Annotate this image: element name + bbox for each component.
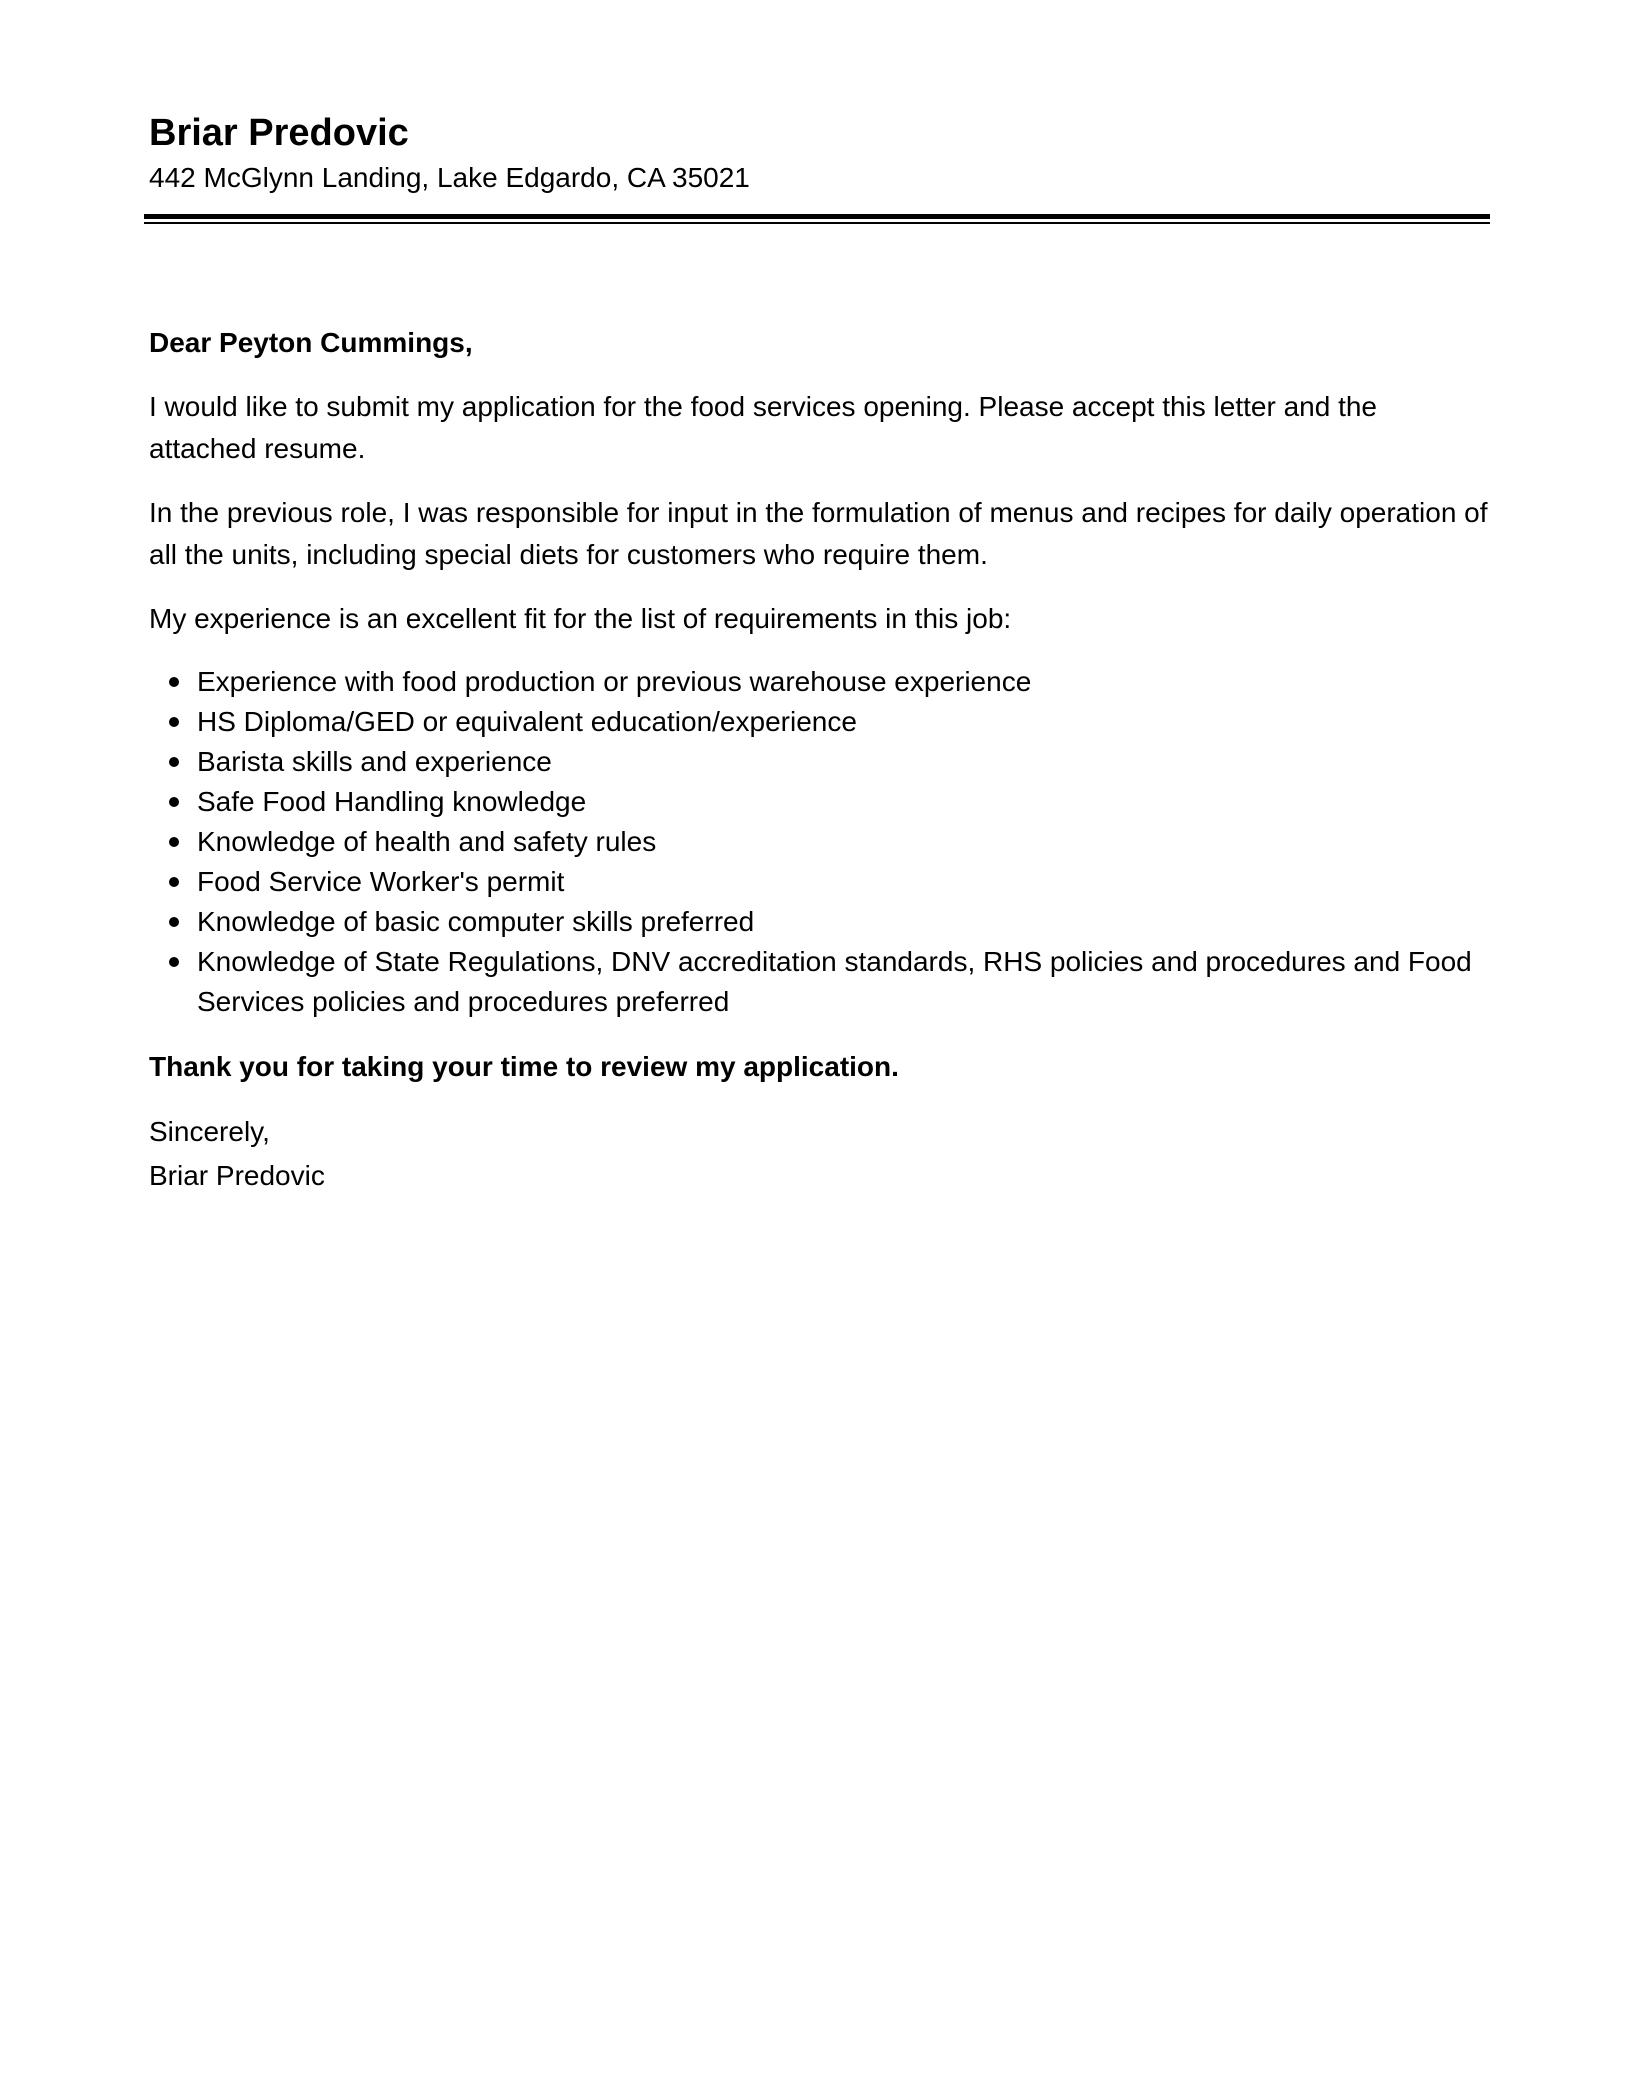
bullet-icon bbox=[169, 797, 179, 807]
requirements-list bbox=[149, 662, 1489, 1022]
list-item bbox=[149, 742, 1489, 782]
paragraph-fit: My experience is an excellent fit for the list of requirements in this job: bbox=[149, 603, 1012, 634]
list-item-text: Knowledge of State Regulations, DNV accreditation standards, RHS policies and procedures and Food Services policies and procedures preferred bbox=[197, 946, 1472, 1017]
letter-header bbox=[149, 108, 1489, 198]
signoff: Sincerely, bbox=[149, 1116, 270, 1147]
bullet-icon bbox=[169, 717, 179, 727]
list-item bbox=[149, 862, 1489, 902]
list-item bbox=[149, 782, 1489, 822]
paragraph-intro: I would like to submit my application for the food services opening. Please accept this letter and the attached resume. bbox=[149, 391, 1378, 464]
bullet-icon bbox=[169, 837, 179, 847]
list-item-text: HS Diploma/GED or equivalent education/experience bbox=[197, 706, 857, 737]
bullet-icon bbox=[169, 957, 179, 967]
list-item bbox=[149, 822, 1489, 862]
list-item bbox=[149, 662, 1489, 702]
signature-name: Briar Predovic bbox=[149, 1160, 325, 1191]
list-item bbox=[149, 902, 1489, 942]
list-item-text: Safe Food Handling knowledge bbox=[197, 786, 587, 817]
bullet-icon bbox=[169, 877, 179, 887]
sender-name: Briar Predovic bbox=[149, 112, 409, 154]
list-item-text: Food Service Worker's permit bbox=[197, 866, 565, 897]
closing-statement: Thank you for taking your time to review my application. bbox=[149, 1051, 899, 1082]
paragraph-experience: In the previous role, I was responsible for input in the formulation of menus and recipes for daily operation of all the units, including special diets for customers who require them. bbox=[149, 497, 1488, 570]
header-divider-thin bbox=[144, 222, 1490, 224]
list-item-text: Knowledge of health and safety rules bbox=[197, 826, 657, 857]
bullet-icon bbox=[169, 677, 179, 687]
header-divider-thick bbox=[144, 214, 1490, 219]
salutation: Dear Peyton Cummings, bbox=[149, 327, 473, 358]
list-item bbox=[149, 702, 1489, 742]
bullet-icon bbox=[169, 757, 179, 767]
list-item-text: Knowledge of basic computer skills preferred bbox=[197, 906, 755, 937]
letter-body bbox=[149, 322, 1489, 1198]
list-item-text: Barista skills and experience bbox=[197, 746, 552, 777]
sender-address: 442 McGlynn Landing, Lake Edgardo, CA 35021 bbox=[149, 162, 750, 193]
bullet-icon bbox=[169, 917, 179, 927]
list-item bbox=[149, 942, 1489, 1022]
list-item-text: Experience with food production or previous warehouse experience bbox=[197, 666, 1032, 697]
